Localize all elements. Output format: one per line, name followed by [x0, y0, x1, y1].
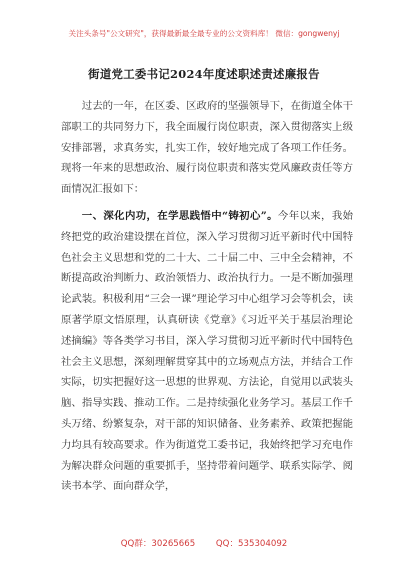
- footer-qq: QQ：535304092: [215, 539, 288, 549]
- section-1-text: 今年以来，我始终把党的政治建设摆在首位，深入学习贯彻习近平新时代中国特色社会主义思想和党的二十大、二十届二中、三中全会精神，不断提高政治判断力、政治领悟力、政治执行力。一是不断加强理论武装。积极利用“三会一课”理论学习中心组学习会等机会，读原著学原文悟原理，认真研读《党章》《习近平关于基层治理论述摘编》等各类学习书目，深入学习贯彻习近平新时代中国特色社会主义思想，深刻理解贯穿其中的立场观点方法，并结合工作实际，切实把握好这一思想的世界观、方法论，自觉用以武装头脑、指导实践、推动工作。二是持续强化业务学习。基层工作千头万绪、纷繁复杂，对干部的知识储备、业务素养、政策把握能力均具有较高要求。作为街道党工委书记，我始终把学习充电作为解决群众问题的重要抓手，坚持带着问题学、联系实际学、阅读书本学、面向群众学，: [61, 209, 354, 493]
- section-1-paragraph: [61, 206, 353, 497]
- footer-qq-group: QQ群：30265665: [120, 539, 196, 549]
- document-title: 街道党工委书记2024年度述职述责述廉报告: [88, 67, 320, 81]
- header-promo-note: 关注头条号"公文研究"，获得最新最全最专业的公文资料库！ 微信：gongwenyj: [68, 29, 340, 38]
- footer-contact: [0, 537, 408, 549]
- intro-paragraph: 过去的一年，在区委、区政府的坚强领导下，在街道全体干部职工的共同努力下，我全面履行岗位职责，深入贯彻落实上级安排部署，求真务实，扎实工作，较好地完成了各项工作任务。现将一年来的思想政治、履行岗位职责和落实党风廉政责任等方面情况汇报如下：: [61, 100, 353, 196]
- section-1-heading: 一、深化内功，在学思践悟中“铸初心”。: [81, 209, 278, 222]
- document-body: [61, 96, 353, 497]
